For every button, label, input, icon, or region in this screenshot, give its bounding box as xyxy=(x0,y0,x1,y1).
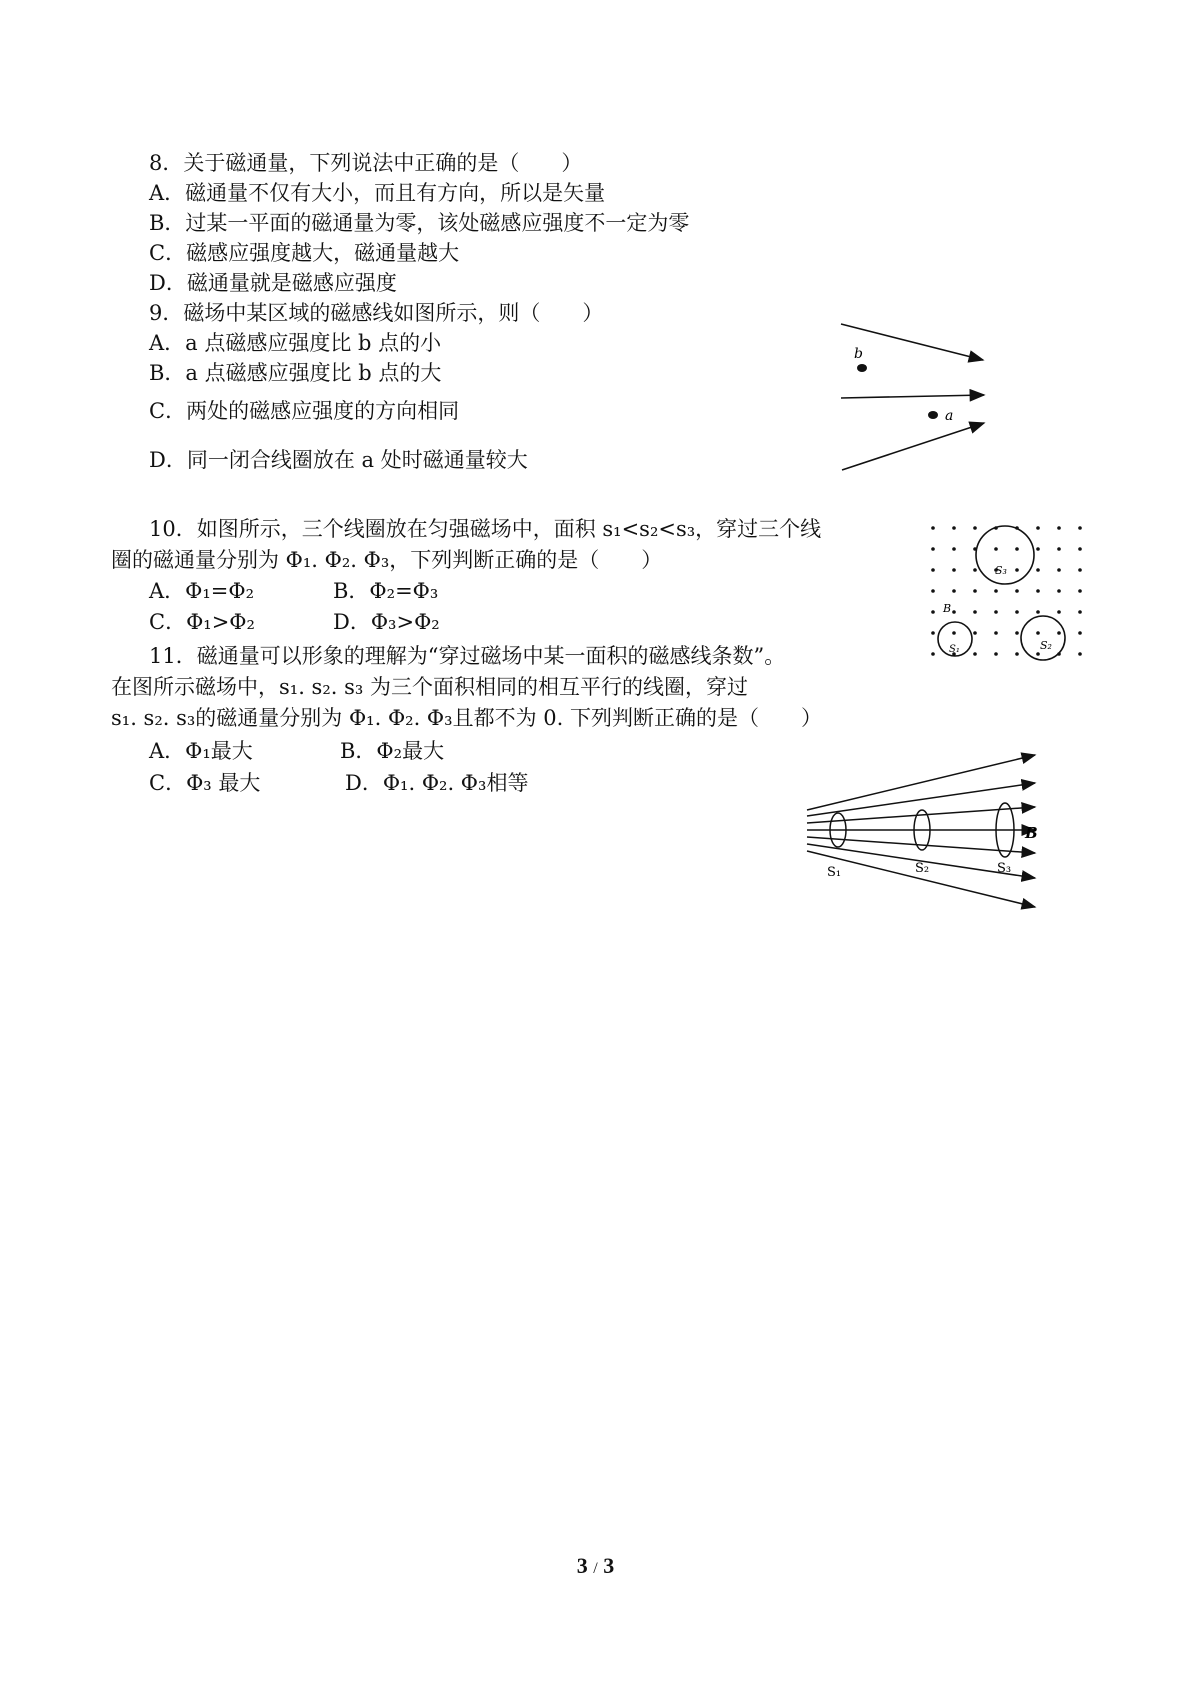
q8-option-b: B．过某一平面的磁通量为零，该处磁感应强度不一定为零 xyxy=(149,211,690,235)
field-dot xyxy=(1036,547,1040,551)
field-line-bottom xyxy=(842,423,984,470)
field-dot xyxy=(931,652,935,656)
field-dot xyxy=(931,610,935,614)
field-dot xyxy=(1078,652,1082,656)
field-dot xyxy=(1036,652,1040,656)
field-dot xyxy=(1078,526,1082,530)
q9-option-c: C．两处的磁感应强度的方向相同 xyxy=(149,399,460,423)
field-dot xyxy=(973,652,977,656)
field-line-1 xyxy=(807,755,1035,810)
q11-stem-line2: 在图所示磁场中，s₁. s₂. s₃ 为三个面积相同的相互平行的线圈，穿过 xyxy=(111,675,748,699)
field-dot xyxy=(973,610,977,614)
field-line-7 xyxy=(807,851,1035,907)
field-dot xyxy=(931,631,935,635)
field-dot xyxy=(952,631,956,635)
field-dot xyxy=(1015,568,1019,572)
point-b-dot xyxy=(857,364,867,372)
coil-s2-label: S₂ xyxy=(915,861,930,876)
coil-s1-label: S₁ xyxy=(949,644,960,655)
q8-option-a: A．磁通量不仅有大小，而且有方向，所以是矢量 xyxy=(149,181,606,205)
field-dot xyxy=(994,547,998,551)
field-dot xyxy=(1057,610,1061,614)
field-dot xyxy=(952,589,956,593)
q11-stem-line3: s₁. s₂. s₃的磁通量分别为 Φ₁. Φ₂. Φ₃且都不为 0. 下列判断正确的是（ ） xyxy=(111,706,822,730)
field-dot xyxy=(1078,547,1082,551)
q10-option-c: C．Φ₁>Φ₂ xyxy=(149,610,255,634)
q11-option-c: C．Φ₃ 最大 xyxy=(149,771,261,795)
q8-option-c: C．磁感应强度越大，磁通量越大 xyxy=(149,241,460,265)
field-dot xyxy=(1015,631,1019,635)
page-total: 3 xyxy=(603,1553,615,1578)
field-dot xyxy=(973,526,977,530)
q10-stem-line1: 10．如图所示，三个线圈放在匀强磁场中，面积 s₁<s₂<s₃，穿过三个线 xyxy=(149,517,822,541)
q11-option-d: D．Φ₁. Φ₂. Φ₃相等 xyxy=(345,771,529,795)
field-dot xyxy=(1036,526,1040,530)
field-dot xyxy=(1078,568,1082,572)
q9-option-b: B．a 点磁感应强度比 b 点的大 xyxy=(149,361,442,385)
field-dot xyxy=(1036,610,1040,614)
q11-diverging-field-figure xyxy=(805,750,1050,912)
field-dot xyxy=(1057,631,1061,635)
field-line-2 xyxy=(807,783,1035,816)
q10-coils-figure xyxy=(925,522,1085,672)
field-dot xyxy=(994,652,998,656)
q10-stem-line2: 圈的磁通量分别为 Φ₁. Φ₂. Φ₃，下列判断正确的是（ ） xyxy=(111,548,663,572)
field-b-label: B xyxy=(943,602,952,615)
point-a-dot xyxy=(928,411,938,419)
coil-s3-label: S₃ xyxy=(997,861,1012,876)
q11-stem-line1: 11．磁通量可以形象的理解为“穿过磁场中某一面积的磁感线条数”。 xyxy=(149,644,786,668)
field-dot xyxy=(1036,589,1040,593)
field-dot xyxy=(1078,610,1082,614)
field-dot xyxy=(1015,547,1019,551)
point-b-label: b xyxy=(854,346,863,362)
q9-option-d: D．同一闭合线圈放在 a 处时磁通量较大 xyxy=(149,448,528,472)
q10-option-b: B．Φ₂=Φ₃ xyxy=(333,579,439,603)
page-number xyxy=(0,1553,1191,1579)
field-dot xyxy=(973,631,977,635)
field-dot xyxy=(994,631,998,635)
field-dot xyxy=(973,568,977,572)
q9-field-lines-figure xyxy=(838,318,998,478)
point-a-label: a xyxy=(945,408,954,424)
field-dot xyxy=(1015,652,1019,656)
coil-s3-label: S₃ xyxy=(995,564,1007,577)
field-dot xyxy=(1057,526,1061,530)
coil-s2 xyxy=(1021,616,1065,660)
q11-option-b: B．Φ₂最大 xyxy=(340,739,445,763)
page-separator: / xyxy=(593,1560,598,1577)
field-dot xyxy=(931,526,935,530)
coil-s2-label: S₂ xyxy=(1040,639,1052,652)
q9-stem: 9．磁场中某区域的磁感线如图所示，则（ ） xyxy=(149,301,604,325)
field-dot xyxy=(1078,589,1082,593)
field-dot xyxy=(994,589,998,593)
field-dot xyxy=(973,589,977,593)
q9-option-a: A．a 点磁感应强度比 b 点的小 xyxy=(149,331,442,355)
field-dot xyxy=(1078,631,1082,635)
field-dot xyxy=(994,610,998,614)
field-line-middle xyxy=(841,395,984,398)
field-dot xyxy=(1036,568,1040,572)
field-dot xyxy=(952,547,956,551)
q8-stem: 8．关于磁通量，下列说法中正确的是（ ） xyxy=(149,151,583,175)
coil-s1-label: S₁ xyxy=(827,865,842,880)
field-dot xyxy=(931,547,935,551)
field-dot xyxy=(952,526,956,530)
field-dot xyxy=(1057,568,1061,572)
field-dot xyxy=(1015,589,1019,593)
field-dot xyxy=(952,568,956,572)
field-dot xyxy=(1057,547,1061,551)
field-dot xyxy=(931,568,935,572)
q10-option-a: A．Φ₁=Φ₂ xyxy=(149,579,255,603)
q8-option-d: D．磁通量就是磁感应强度 xyxy=(149,271,397,295)
field-dot xyxy=(1015,610,1019,614)
q10-option-d: D．Φ₃>Φ₂ xyxy=(333,610,440,634)
field-b-label: B xyxy=(1025,824,1038,842)
field-dot xyxy=(931,589,935,593)
field-dot xyxy=(1057,589,1061,593)
field-dot xyxy=(952,610,956,614)
page-current: 3 xyxy=(576,1553,588,1578)
field-dot xyxy=(1036,631,1040,635)
q11-option-a: A．Φ₁最大 xyxy=(149,739,253,763)
